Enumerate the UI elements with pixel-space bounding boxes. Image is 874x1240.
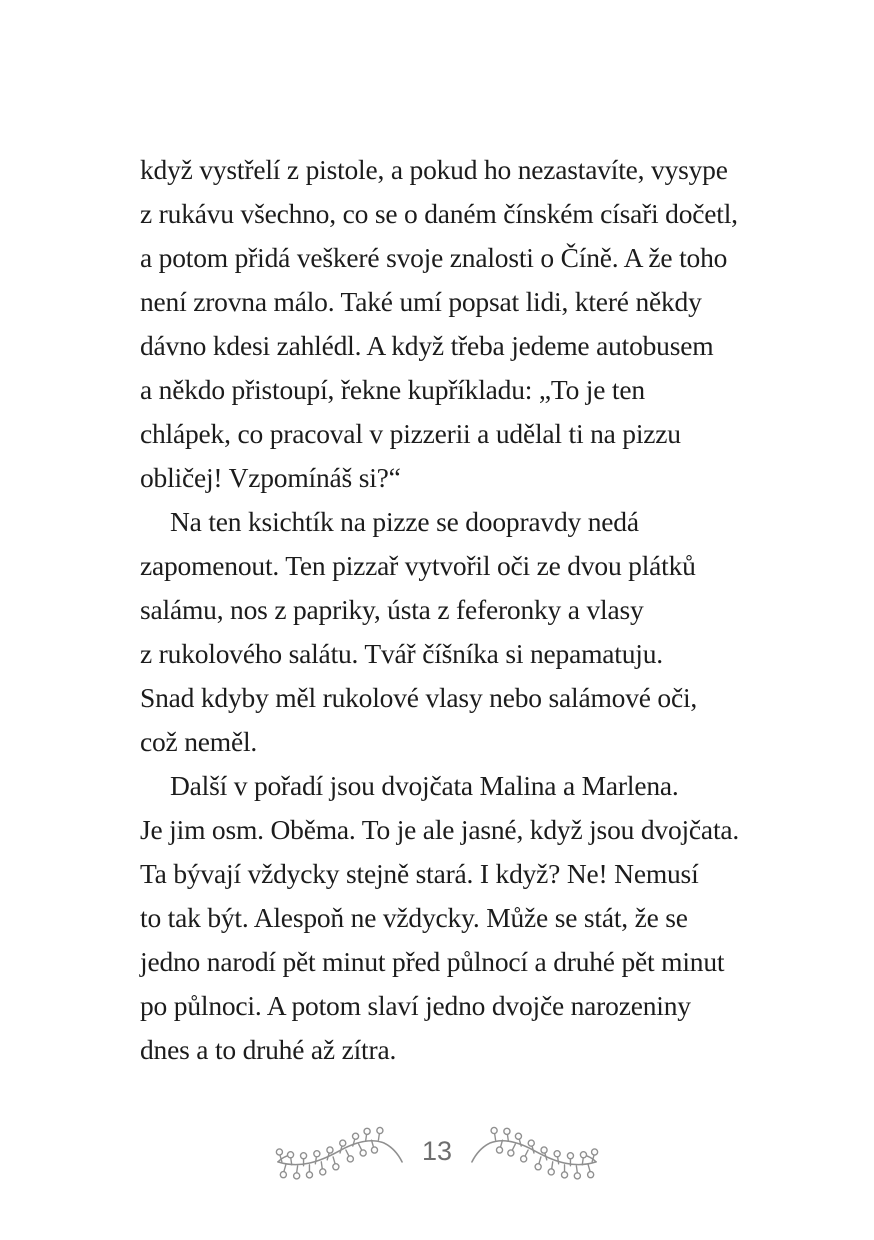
text-line: Na ten ksichtík na pizze se doopravdy nedá <box>170 506 639 537</box>
text-line: Ta bývají vždycky stejně stará. I když? Ne! Nemusí <box>140 858 699 889</box>
text-line: není zrovna málo. Také umí popsat lidi, které někdy <box>140 286 702 317</box>
text-line: Je jim osm. Oběma. To je ale jasné, když jsou dvojčata. <box>140 814 740 845</box>
text-line: zapomenout. Ten pizzař vytvořil oči ze dvou plátků <box>140 550 696 581</box>
text-line: z rukávu všechno, co se o daném čínském císaři dočetl, <box>140 198 738 229</box>
text-line: salámu, nos z papriky, ústa z feferonky a vlasy <box>140 594 644 625</box>
branch-ornament-right-icon <box>468 1124 600 1182</box>
text-line: a někdo přistoupí, řekne kupříkladu: „To je ten <box>140 374 645 405</box>
body-text <box>140 148 780 1072</box>
text-line: Snad kdyby měl rukolové vlasy nebo salámové oči, <box>140 682 698 713</box>
branch-ornament-left-icon <box>274 1124 406 1182</box>
page-footer <box>0 1124 874 1182</box>
text-line: to tak být. Alespoň ne vždycky. Může se stát, že se <box>140 902 688 933</box>
text-line: jedno narodí pět minut před půlnocí a druhé pět minut <box>140 946 725 977</box>
text-line: z rukolového salátu. Tvář číšníka si nepamatuju. <box>140 638 663 669</box>
text-line: dávno kdesi zahlédl. A když třeba jedeme autobusem <box>140 330 714 361</box>
text-line: chlápek, co pracoval v pizzerii a udělal ti na pizzu <box>140 418 681 449</box>
text-line: Další v pořadí jsou dvojčata Malina a Marlena. <box>170 770 679 801</box>
text-line: když vystřelí z pistole, a pokud ho nezastavíte, vysype <box>140 154 728 185</box>
text-line: a potom přidá veškeré svoje znalosti o Číně. A že toho <box>140 242 728 273</box>
text-line: po půlnoci. A potom slaví jedno dvojče narozeniny <box>140 990 691 1021</box>
page-number: 13 <box>421 1135 453 1166</box>
text-line: což neměl. <box>140 726 258 757</box>
text-line: dnes a to druhé až zítra. <box>140 1034 397 1065</box>
text-line: obličej! Vzpomínáš si?“ <box>140 462 401 493</box>
